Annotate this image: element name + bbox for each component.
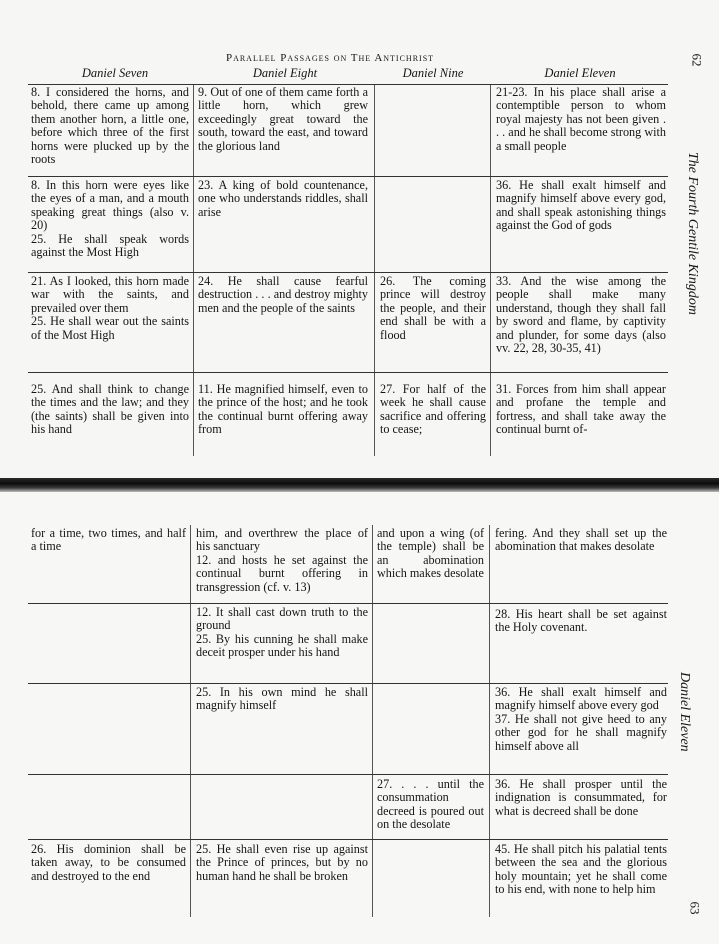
verse-text: 25. He shall speak words against the Most High bbox=[31, 231, 189, 260]
cell-daniel-seven: for a time, two times, and half a time bbox=[31, 526, 186, 554]
cell-daniel-eleven: 36. He shall exalt himself and magnify himself above every god, and shall speak astonishing things against the God of gods bbox=[496, 178, 666, 233]
row-rule bbox=[28, 683, 668, 684]
cell-daniel-eleven: 28. His heart shall be set against the Holy covenant. bbox=[495, 607, 667, 635]
cell-daniel-nine: 27. . . . until the consummation decreed is poured out on the desolate bbox=[377, 777, 484, 832]
cell-daniel-eleven: 36. He shall prosper until the indignation is consummated, for what is decreed shall be done bbox=[495, 777, 667, 818]
row-rule bbox=[28, 176, 668, 177]
page-title: Parallel Passages on The Antichrist bbox=[225, 52, 435, 64]
row-rule bbox=[28, 774, 668, 775]
cell-daniel-eleven: 45. He shall pitch his palatial tents between the sea and the glorious holy mountain; yet he shall come to his end, with none to help him bbox=[495, 842, 667, 897]
cell-daniel-seven: 8. I considered the horns, and behold, there came up among them another horn, a little one, before which three of the first horns were plucked up by the roots bbox=[31, 85, 189, 167]
column-rule bbox=[374, 84, 375, 456]
cell-daniel-seven: 25. And shall think to change the times and the law; and they (the saints) shall be given into his hand bbox=[31, 382, 189, 437]
column-rule bbox=[489, 525, 490, 917]
column-header-daniel-eight: Daniel Eight bbox=[252, 66, 318, 80]
cell-daniel-eight: 11. He magnified himself, even to the prince of the host; and he took the continual burnt offering away from bbox=[198, 382, 368, 437]
cell-daniel-eleven bbox=[495, 686, 667, 753]
verse-text: 12. and hosts he set against the continual burnt offering in transgression (cf. v. 13) bbox=[196, 552, 368, 594]
verse-text: 25. He shall wear out the saints of the Most High bbox=[31, 314, 189, 342]
verse-text: 25. By his cunning he shall make deceit prosper under his hand bbox=[196, 631, 368, 660]
cell-daniel-eight bbox=[196, 527, 368, 594]
cell-daniel-eight: 9. Out of one of them came forth a little horn, which grew exceedingly great toward the south, toward the east, and toward the glorious land bbox=[198, 85, 368, 153]
verse-text: 21. As I looked, this horn made war with the saints, and prevailed over them bbox=[31, 274, 189, 315]
cell-daniel-nine: 26. The coming prince will destroy the people, and their end shall be with a flood bbox=[380, 274, 486, 342]
cell-daniel-eleven: 31. Forces from him shall appear and profane the temple and fortress, and shall take away the continual burnt of- bbox=[496, 382, 666, 437]
page-number-top: 62 bbox=[689, 53, 705, 67]
verse-text: 36. He shall exalt himself and magnify himself above every god bbox=[495, 685, 667, 713]
cell-daniel-nine: and upon a wing (of the temple) shall be an abomination which makes desolate bbox=[377, 526, 484, 581]
cell-daniel-eight: 25. He shall even rise up against the Prince of princes, but by no human hand he shall be broken bbox=[196, 842, 368, 883]
verse-text: 37. He shall not give heed to any other god for he shall magnify himself above all bbox=[495, 711, 667, 753]
cell-daniel-seven bbox=[31, 275, 189, 342]
cell-daniel-seven bbox=[31, 179, 189, 259]
verse-text: him, and overthrew the place of his sanctuary bbox=[196, 526, 368, 554]
column-header-daniel-nine: Daniel Nine bbox=[402, 66, 464, 80]
column-rule bbox=[193, 84, 194, 456]
column-header-daniel-eleven: Daniel Eleven bbox=[544, 66, 616, 80]
row-rule bbox=[28, 603, 668, 604]
row-rule bbox=[28, 272, 668, 273]
column-header-daniel-seven: Daniel Seven bbox=[81, 66, 149, 80]
side-title-top: The Fourth Gentile Kingdom bbox=[685, 152, 700, 315]
page-number-bottom: 63 bbox=[687, 901, 703, 915]
side-title-bottom: Daniel Eleven bbox=[677, 672, 692, 752]
cell-daniel-eight: 25. In his own mind he shall magnify himself bbox=[196, 685, 368, 713]
verse-text: 8. In this horn were eyes like the eyes of a man, and a mouth speaking great things (also v. 20) bbox=[31, 178, 189, 233]
row-rule bbox=[28, 372, 668, 373]
column-rule bbox=[490, 84, 491, 456]
cell-daniel-eleven: fering. And they shall set up the abomination that makes desolate bbox=[495, 526, 667, 554]
cell-daniel-eight: 24. He shall cause fearful destruction . . . and destroy mighty men and the people of the saints bbox=[198, 274, 368, 315]
cell-daniel-eleven: 21-23. In his place shall arise a contemptible person to whom royal majesty has not been given . . . and he shall become strong with a small people bbox=[496, 85, 666, 153]
cell-daniel-eleven: 33. And the wise among the people shall make many understand, though they shall fall by sword and flame, by captivity and plunder, for some days (also vv. 22, 28, 30-35, 41) bbox=[496, 274, 666, 356]
cell-daniel-eight: 23. A king of bold countenance, one who understands riddles, shall arise bbox=[198, 178, 368, 219]
column-rule bbox=[190, 525, 191, 917]
row-rule bbox=[28, 839, 668, 840]
cell-daniel-eight bbox=[196, 606, 368, 660]
cell-daniel-nine: 27. For half of the week he shall cause sacrifice and offering to cease; bbox=[380, 382, 486, 437]
verse-text: 12. It shall cast down truth to the ground bbox=[196, 605, 368, 633]
cell-daniel-seven: 26. His dominion shall be taken away, to be consumed and destroyed to the end bbox=[31, 842, 186, 883]
column-rule bbox=[372, 525, 373, 917]
book-gutter bbox=[0, 478, 719, 492]
